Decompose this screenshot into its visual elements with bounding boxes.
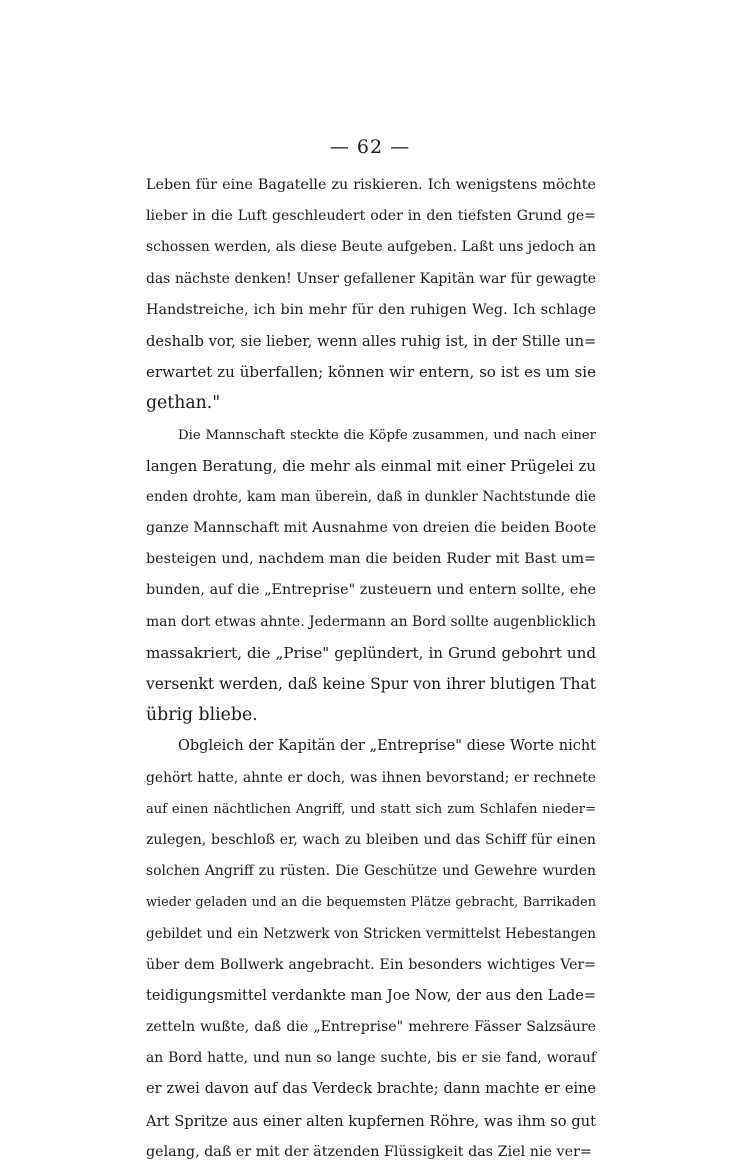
- text-line: er zwei davon auf das Verdeck brachte; dann machte er eine: [146, 1081, 596, 1098]
- text-line: zetteln wußte, daß die „Entreprise" mehrere Fässer Salzsäure: [146, 1019, 596, 1036]
- text-line: Die Mannschaft steckte die Köpfe zusammen, und nach einer: [178, 427, 596, 443]
- text-line: erwartet zu überfallen; können wir entern, so ist es um sie: [146, 363, 596, 382]
- text-line: bunden, auf die „Entreprise" zusteuern und entern sollte, ehe: [146, 582, 596, 599]
- paragraph: [146, 420, 596, 732]
- text-line: deshalb vor, sie lieber, wenn alles ruhig ist, in der Stille un=: [146, 332, 597, 350]
- text-line: übrig bliebe.: [146, 705, 258, 726]
- text-line: auf einen nächtlichen Angriff, und statt sich zum Schlafen nieder=: [146, 801, 596, 817]
- text-line: versenkt werden, daß keine Spur von ihrer blutigen That: [146, 675, 596, 693]
- text-line: Leben für eine Bagatelle zu riskieren. Ich wenigstens möchte: [146, 177, 596, 193]
- text-line: wieder geladen und an die bequemsten Plätze gebracht, Barrikaden: [146, 895, 596, 911]
- text-line: zulegen, beschloß er, wach zu bleiben und das Schiff für einen: [146, 831, 596, 848]
- text-line: besteigen und, nachdem man die beiden Ruder mit Bast um=: [146, 551, 596, 568]
- paragraph: [146, 731, 596, 1168]
- text-line: gelang, daß er mit der ätzenden Flüssigkeit das Ziel nie ver=: [146, 1143, 592, 1160]
- text-line: gebildet und ein Netzwerk von Stricken vermittelst Hebestangen: [146, 925, 596, 942]
- text-line: gethan.": [146, 393, 221, 414]
- text-line: enden drohte, kam man überein, daß in dunkler Nachtstunde die: [146, 488, 596, 505]
- text-line: das nächste denken! Unser gefallener Kapitän war für gewagte: [146, 270, 596, 287]
- text-line: über dem Bollwerk angebracht. Ein besonders wichtiges Ver=: [146, 956, 596, 973]
- paragraph: [146, 170, 596, 420]
- text-line: an Bord hatte, und nun so lange suchte, bis er sie fand, worauf: [146, 1050, 596, 1067]
- text-line: schossen werden, als diese Beute aufgeben. Laßt uns jedoch an: [146, 239, 596, 256]
- text-line: Obgleich der Kapitän der „Entreprise" diese Worte nicht: [178, 738, 596, 755]
- text-line: Art Spritze aus einer alten kupfernen Röhre, was ihm so gut: [146, 1112, 596, 1130]
- text-line: gehört hatte, ahnte er doch, was ihnen bevorstand; er rechnete: [146, 769, 596, 786]
- text-line: man dort etwas ahnte. Jedermann an Bord sollte augenblicklich: [146, 613, 596, 630]
- text-line: langen Beratung, die mehr als einmal mit einer Prügelei zu: [146, 456, 596, 475]
- text-line: solchen Angriff zu rüsten. Die Geschütze und Gewehre wurden: [146, 863, 596, 880]
- text-line: teidigungsmittel verdankte man Joe Now, der aus den Lade=: [146, 987, 596, 1004]
- text-line: ganze Mannschaft mit Ausnahme von dreien die beiden Boote: [146, 520, 597, 537]
- text-line: massakriert, die „Prise" geplündert, in Grund gebohrt und: [146, 643, 596, 662]
- body-text: [146, 170, 596, 1168]
- text-line: Handstreiche, ich bin mehr für den ruhigen Weg. Ich schlage: [146, 301, 596, 318]
- text-line: lieber in die Luft geschleudert oder in den tiefsten Grund ge=: [146, 208, 596, 225]
- page-number: — 62 —: [329, 136, 411, 158]
